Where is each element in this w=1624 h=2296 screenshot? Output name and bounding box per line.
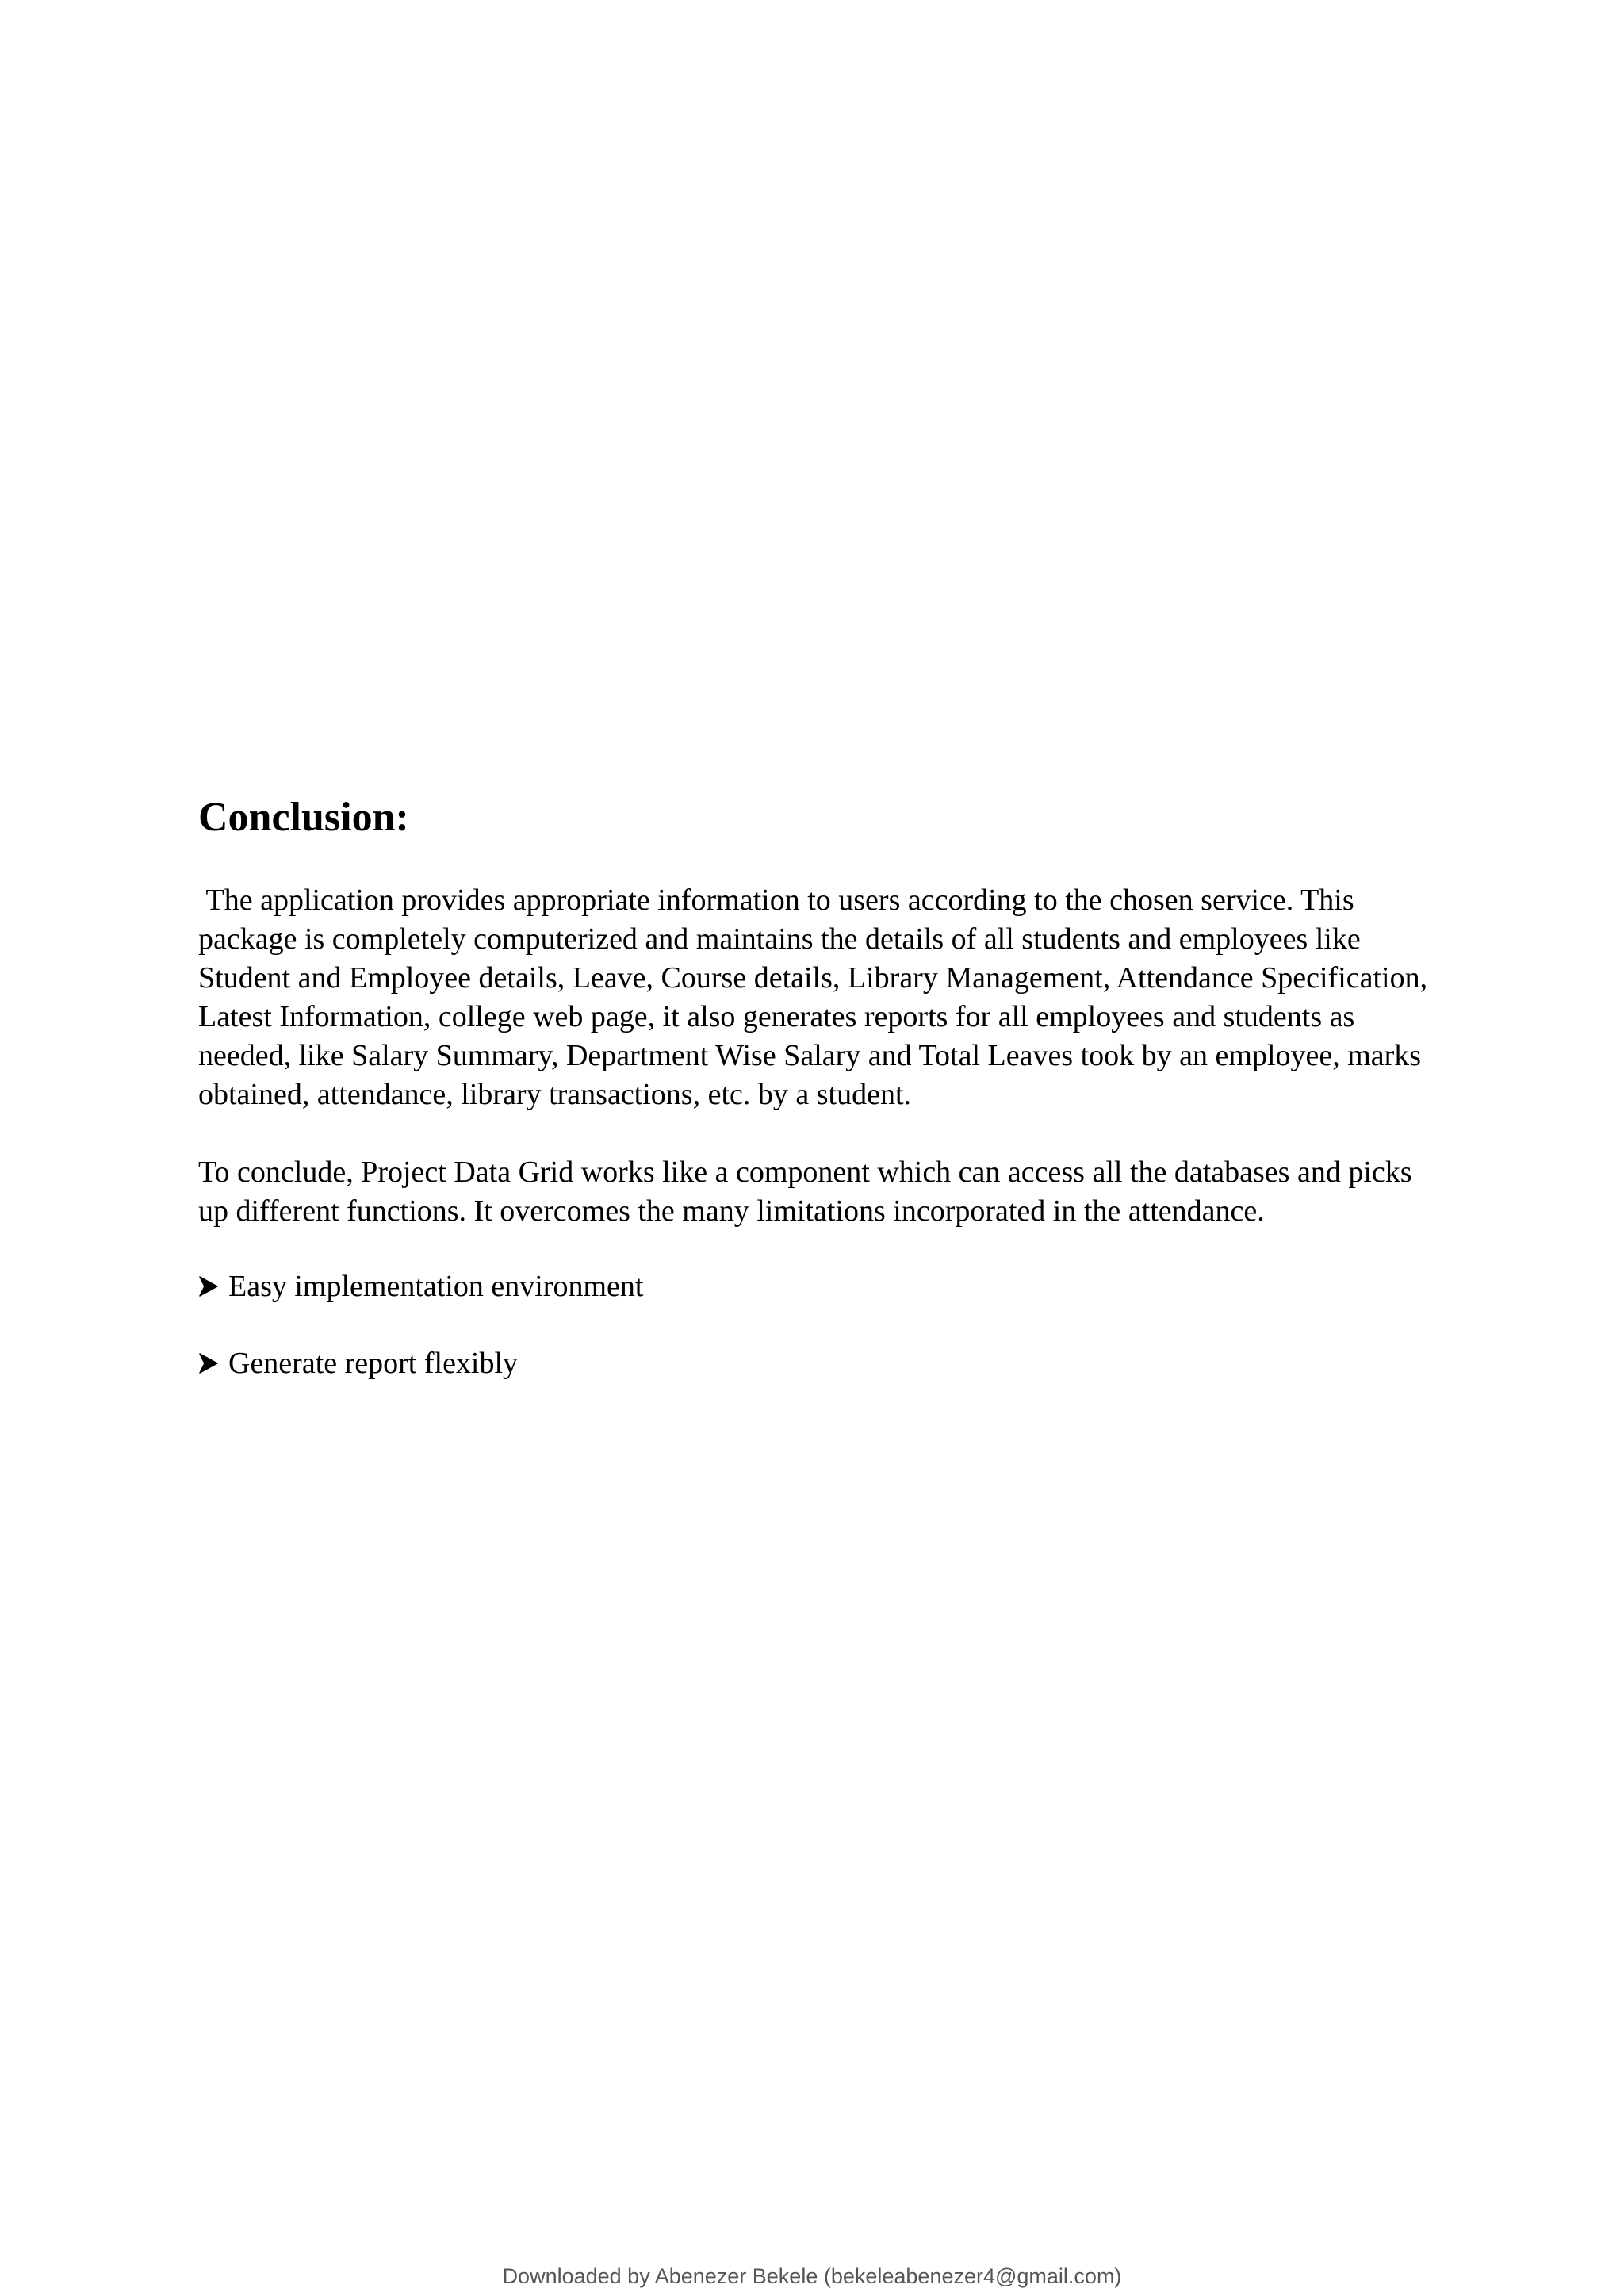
conclusion-paragraph-2: To conclude, Project Data Grid works like a component which can access all the databases and picks up different functions. It overcomes the many limitations incorporated in the attendance. (198, 1156, 1412, 1228)
bullet-item (198, 1267, 1435, 1306)
document-content (198, 793, 1435, 1383)
bullet-item (198, 1344, 1435, 1383)
page-title: Conclusion: (198, 795, 409, 840)
arrowhead-bullet-icon (198, 1352, 219, 1374)
bullet-text: Generate report flexibly (228, 1347, 519, 1380)
download-footer: Downloaded by Abenezer Bekele (bekeleabenezer4@gmail.com) (502, 2264, 1122, 2288)
arrowhead-bullet-icon (198, 1275, 219, 1297)
bullet-text: Easy implementation environment (228, 1270, 644, 1303)
conclusion-paragraph-1: The application provides appropriate information to users according to the chosen service. This package is completely computerized and maintains the details of all students and employees like Student and Employee details, Leave, Course details, Library Management, Attendance Specification, Latest Information, college web page, it also generates reports for all employees and students as needed, like Salary Summary, Department Wise Salary and Total Leaves took by an employee, marks obtained, attendance, library transactions, etc. by a student. (198, 884, 1435, 1111)
